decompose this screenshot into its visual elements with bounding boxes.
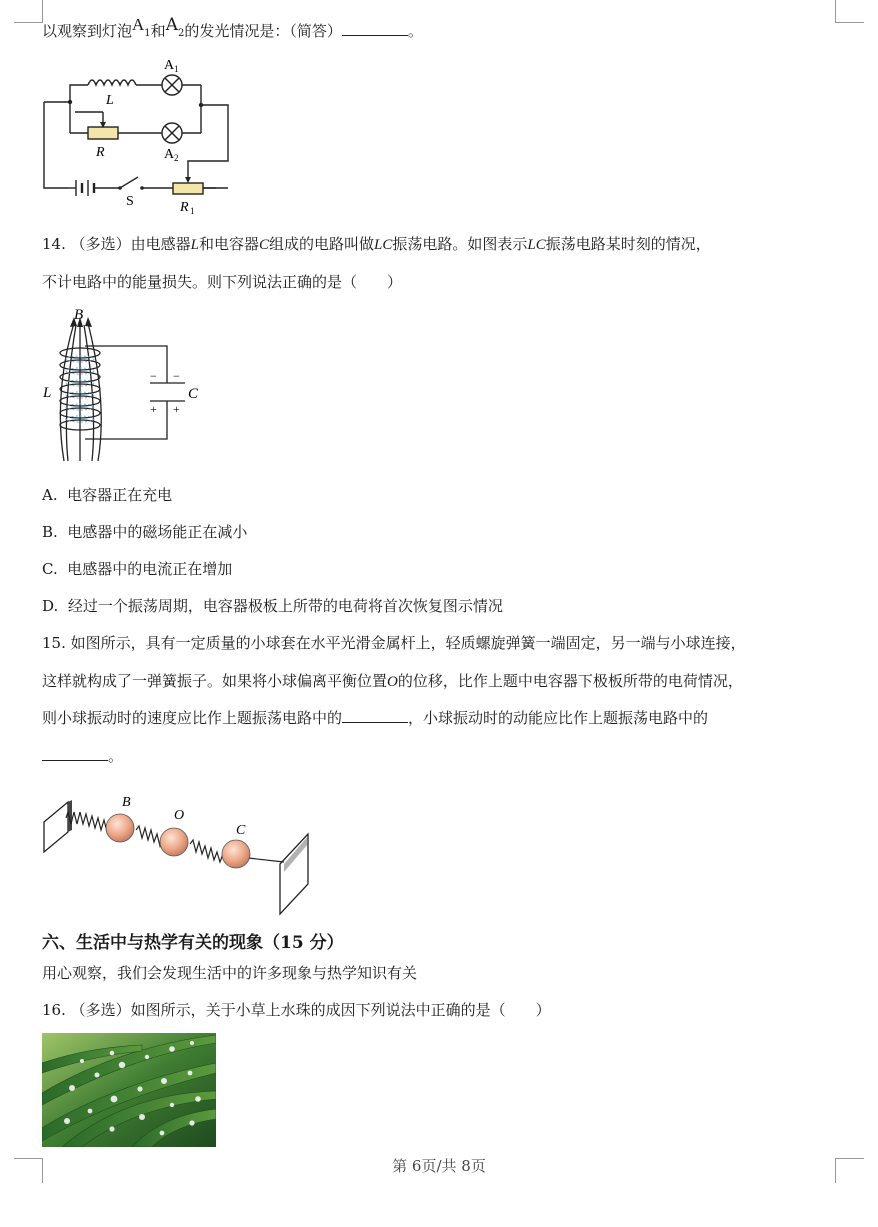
lamp-a2-symbol: A (165, 15, 178, 35)
ball-c (222, 840, 250, 868)
label-a1: A (164, 58, 175, 73)
answer-blank (42, 759, 108, 761)
label-c: C (236, 823, 246, 838)
answer-blank (342, 34, 408, 36)
answer-blank (342, 721, 408, 723)
label-s: S (126, 194, 134, 209)
svg-text:1: 1 (190, 206, 195, 216)
ball-b (106, 814, 134, 842)
q14-stem-line1: 14. （多选）由电感器L和电容器C组成的电路叫做LC振荡电路。如图表示LC振荡电路某时刻的情况， (42, 235, 711, 253)
svg-text:1: 1 (174, 64, 179, 74)
plus-sign-left: + (150, 402, 157, 416)
q13-tail-line: 以观察到灯泡$A_1$和$A_2$的发光情况是：（简答） 。 (42, 15, 423, 40)
circuit-figure-q13 (38, 52, 238, 217)
q15-line1: 15. 如图所示，具有一定质量的小球套在水平光滑金属杆上，轻质螺旋弹簧一端固定，另一端与小球连接， (42, 634, 746, 652)
label-r: R (96, 145, 105, 160)
minus-sign-left: − (150, 369, 157, 383)
q14-option-c: C. 电感器中的电流正在增加 (42, 560, 233, 578)
lamp-a1-symbol: A (132, 15, 145, 34)
q15-line3: 则小球振动时的速度应比作上题振荡电路中的 ，小球振动时的动能应比作上题振荡电路中的 (42, 709, 709, 727)
corner-mark-top-left (14, 0, 43, 23)
lc-circuit-figure (40, 303, 210, 468)
q16-stem: 16. （多选）如图所示，关于小草上水珠的成因下列说法中正确的是（ ） (42, 1001, 551, 1019)
corner-mark-top-right (835, 0, 864, 23)
section-intro: 用心观察，我们会发现生活中的许多现象与热学知识有关 (42, 964, 418, 982)
label-c: C (188, 386, 199, 402)
label-l: L (106, 93, 114, 108)
label-b: B (122, 795, 131, 810)
label-o: O (174, 808, 185, 823)
page-number: 第 6页/共 8页 (392, 1157, 486, 1175)
label-a2: A (164, 147, 175, 162)
q14-stem-line2: 不计电路中的能量损失。则下列说法正确的是（ ） (42, 273, 403, 291)
q15-line2: 这样就构成了一弹簧振子。如果将小球偏离平衡位置O的位移，比作上题中电容器下极板所带的电荷情况， (42, 672, 743, 690)
ball-o (160, 828, 188, 856)
q14-option-b: B. 电感器中的磁场能正在减小 (42, 523, 248, 541)
q15-line4: 。 (42, 745, 123, 766)
svg-text:2: 2 (174, 153, 179, 163)
label-l: L (43, 385, 52, 401)
label-b: B (74, 307, 84, 323)
plus-sign-right: + (173, 402, 180, 416)
q14-option-a: A. 电容器正在充电 (42, 486, 173, 504)
grass-dew-photo (42, 1033, 216, 1147)
minus-sign-right: − (173, 369, 180, 383)
section-heading: 六、生活中与热学有关的现象（15 分） (42, 933, 344, 953)
q14-option-d: D. 经过一个振荡周期，电容器极板上所带的电荷将首次恢复图示情况 (42, 597, 503, 615)
spring-oscillator-figure (40, 788, 320, 916)
label-r1: R (180, 200, 189, 215)
